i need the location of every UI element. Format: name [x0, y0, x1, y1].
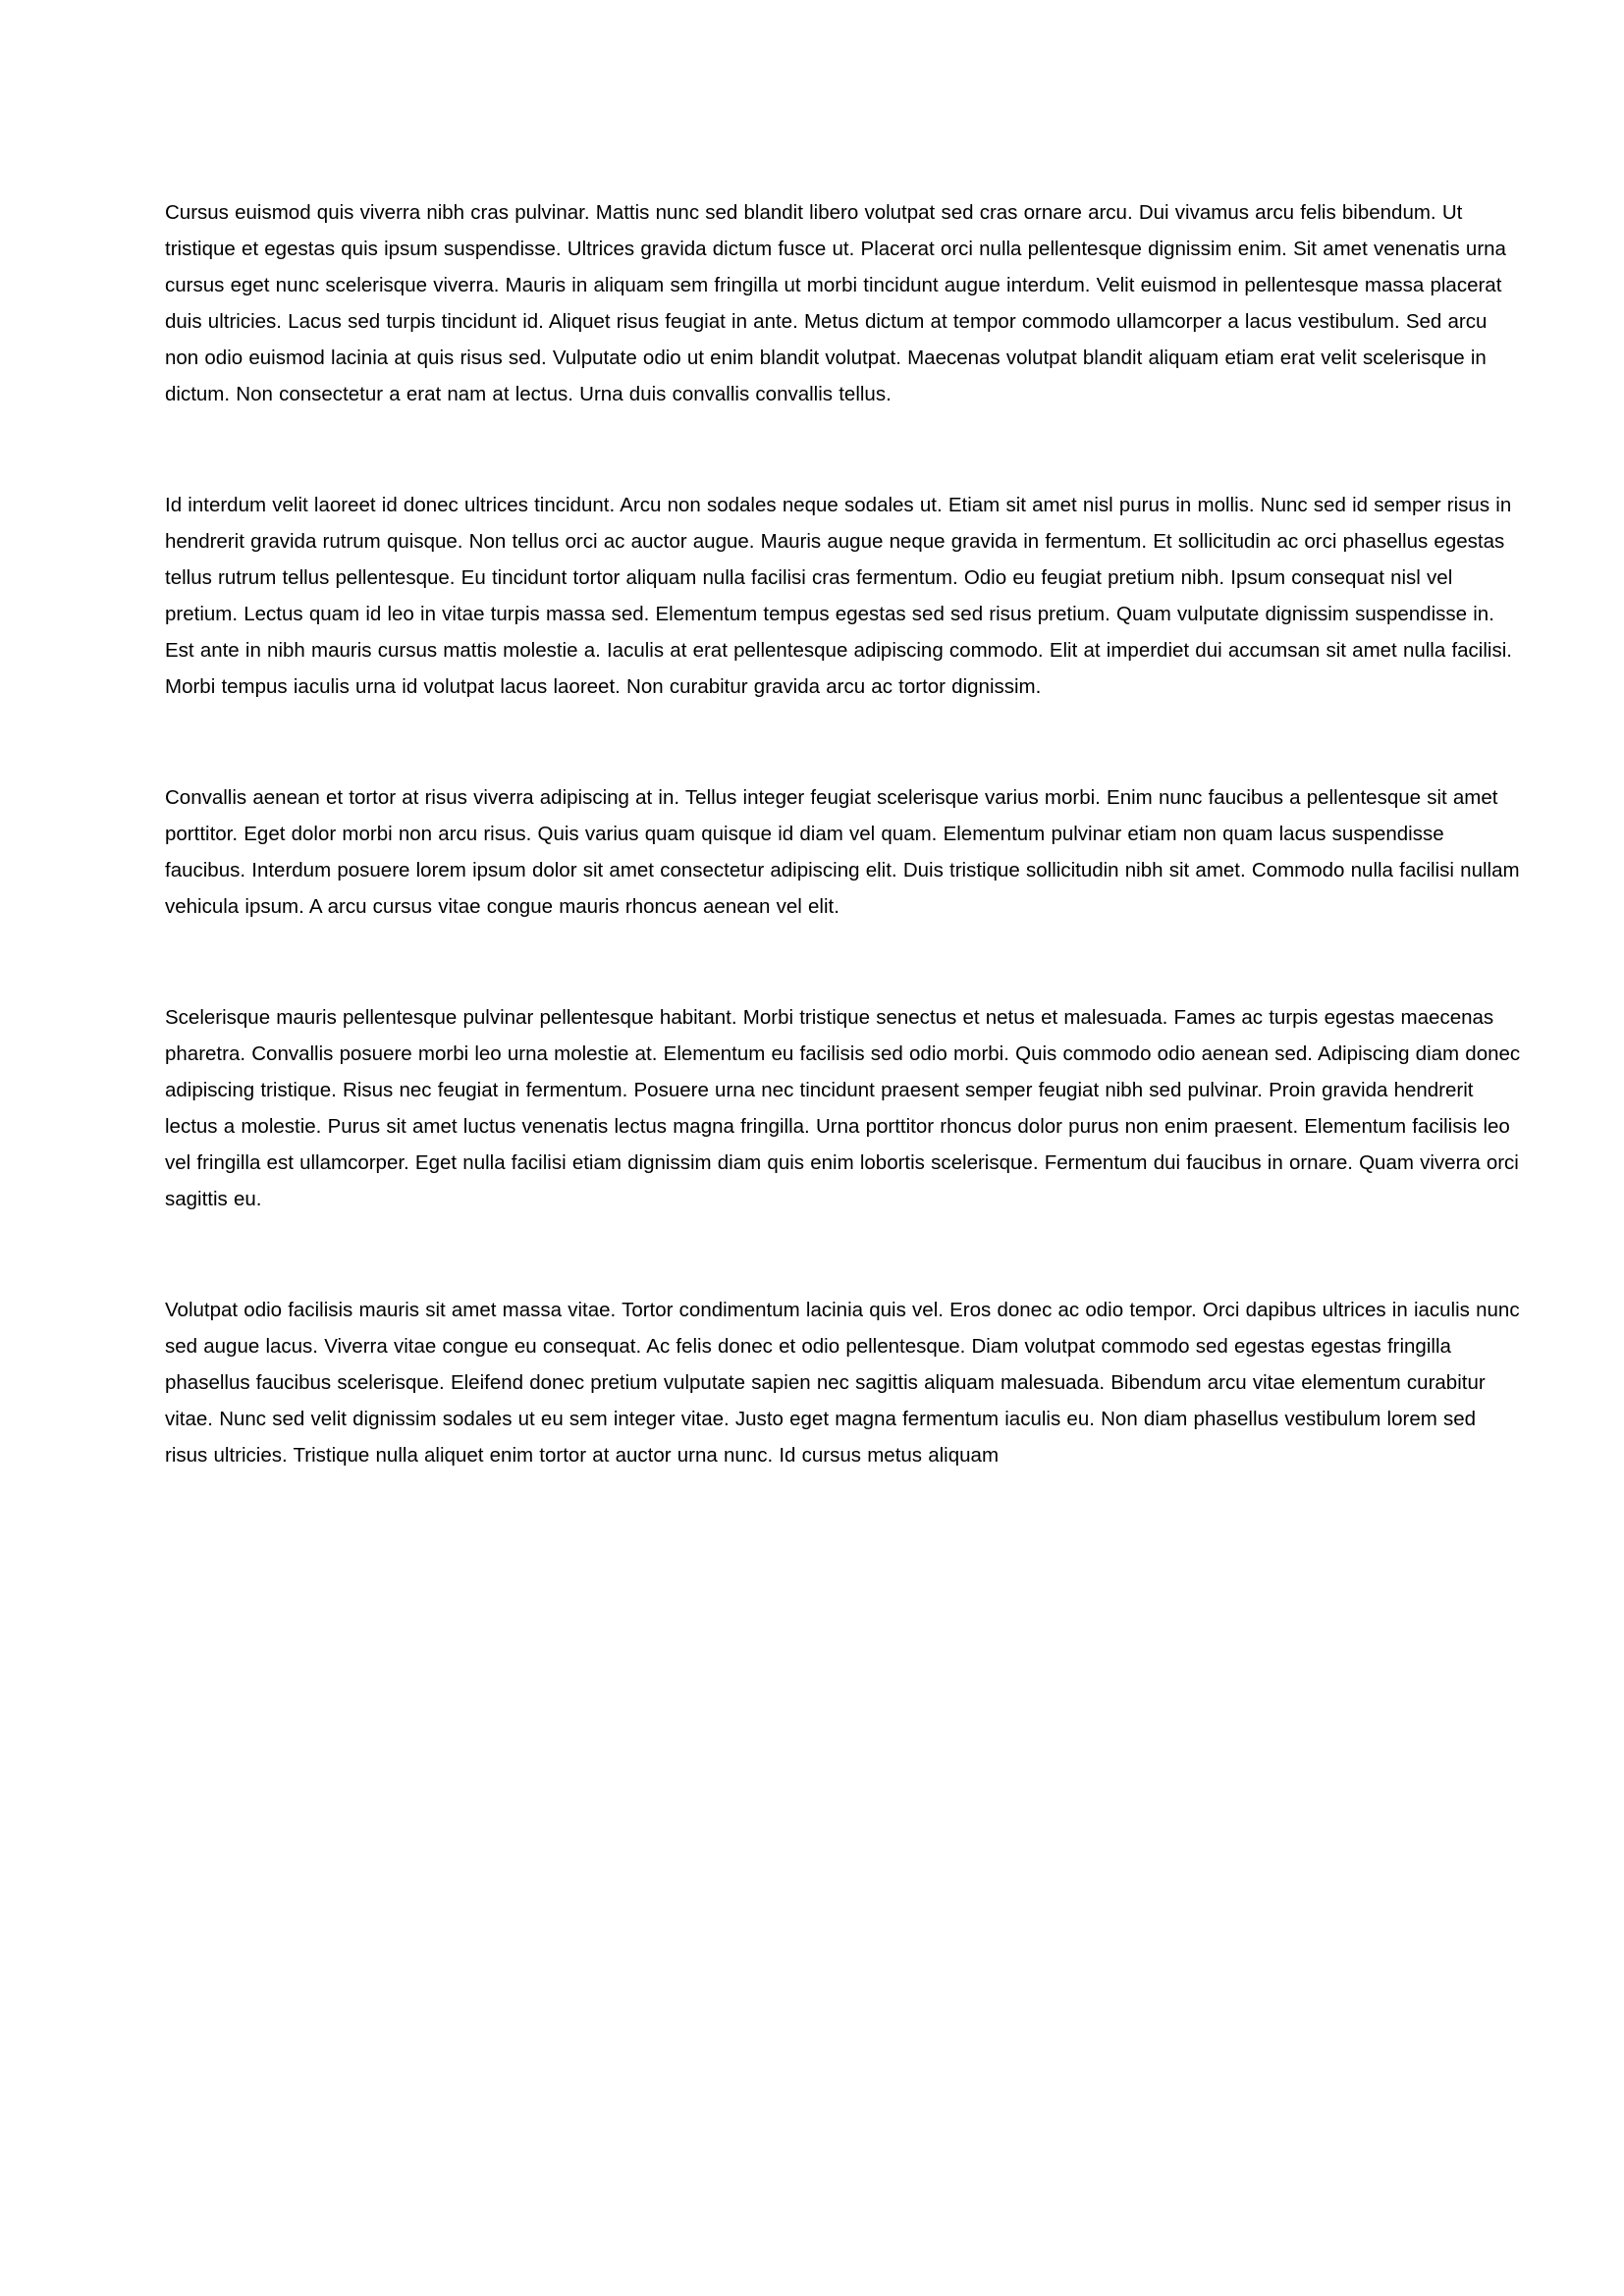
- paragraph-1: Cursus euismod quis viverra nibh cras pulvinar. Mattis nunc sed blandit libero volutpat sed cras ornare arcu. Dui vivamus arcu felis bibendum. Ut tristique et egestas quis ipsum suspendisse. Ultrices gravida dictum fusce ut. Placerat orci nulla pellentesque dignissim enim. Sit amet venenatis urna cursus eget nunc scelerisque viverra. Mauris in aliquam sem fringilla ut morbi tincidunt augue interdum. Velit euismod in pellentesque massa placerat duis ultricies. Lacus sed turpis tincidunt id. Aliquet risus feugiat in ante. Metus dictum at tempor commodo ullamcorper a lacus vestibulum. Sed arcu non odio euismod lacinia at quis risus sed. Vulputate odio ut enim blandit volutpat. Maecenas volutpat blandit aliquam etiam erat velit scelerisque in dictum. Non consectetur a erat nam at lectus. Urna duis convallis convallis tellus.: [165, 201, 1506, 405]
- paragraph-3: Convallis aenean et tortor at risus viverra adipiscing at in. Tellus integer feugiat scelerisque varius morbi. Enim nunc faucibus a pellentesque sit amet porttitor. Eget dolor morbi non arcu risus. Quis varius quam quisque id diam vel quam. Elementum pulvinar etiam non quam lacus suspendisse faucibus. Interdum posuere lorem ipsum dolor sit amet consectetur adipiscing elit. Duis tristique sollicitudin nibh sit amet. Commodo nulla facilisi nullam vehicula ipsum. A arcu cursus vitae congue mauris rhoncus aenean vel elit.: [165, 786, 1520, 918]
- paragraph-5: Volutpat odio facilisis mauris sit amet massa vitae. Tortor condimentum lacinia quis vel. Eros donec ac odio tempor. Orci dapibus ultrices in iaculis nunc sed augue lacus. Viverra vitae congue eu consequat. Ac felis donec et odio pellentesque. Diam volutpat commodo sed egestas egestas fringilla phasellus faucibus scelerisque. Eleifend donec pretium vulputate sapien nec sagittis aliquam malesuada. Bibendum arcu vitae elementum curabitur vitae. Nunc sed velit dignissim sodales ut eu sem integer vitae. Justo eget magna fermentum iaculis eu. Non diam phasellus vestibulum lorem sed risus ultricies. Tristique nulla aliquet enim tortor at auctor urna nunc. Id cursus metus aliquam: [165, 1299, 1520, 1467]
- document-body-text: [165, 194, 1524, 1473]
- paragraph-2: Id interdum velit laoreet id donec ultrices tincidunt. Arcu non sodales neque sodales ut. Etiam sit amet nisl purus in mollis. Nunc sed id semper risus in hendrerit gravida rutrum quisque. Non tellus orci ac auctor augue. Mauris augue neque gravida in fermentum. Et sollicitudin ac orci phasellus egestas tellus rutrum tellus pellentesque. Eu tincidunt tortor aliquam nulla facilisi cras fermentum. Odio eu feugiat pretium nibh. Ipsum consequat nisl vel pretium. Lectus quam id leo in vitae turpis massa sed. Elementum tempus egestas sed sed risus pretium. Quam vulputate dignissim suspendisse in. Est ante in nibh mauris cursus mattis molestie a. Iaculis at erat pellentesque adipiscing commodo. Elit at imperdiet dui accumsan sit amet nulla facilisi. Morbi tempus iaculis urna id volutpat lacus laoreet. Non curabitur gravida arcu ac tortor dignissim.: [165, 494, 1512, 698]
- paragraph-4: Scelerisque mauris pellentesque pulvinar pellentesque habitant. Morbi tristique senectus et netus et malesuada. Fames ac turpis egestas maecenas pharetra. Convallis posuere morbi leo urna molestie at. Elementum eu facilisis sed odio morbi. Quis commodo odio aenean sed. Adipiscing diam donec adipiscing tristique. Risus nec feugiat in fermentum. Posuere urna nec tincidunt praesent semper feugiat nibh sed pulvinar. Proin gravida hendrerit lectus a molestie. Purus sit amet luctus venenatis lectus magna fringilla. Urna porttitor rhoncus dolor purus non enim praesent. Elementum facilisis leo vel fringilla est ullamcorper. Eget nulla facilisi etiam dignissim diam quis enim lobortis scelerisque. Fermentum dui faucibus in ornare. Quam viverra orci sagittis eu.: [165, 1006, 1521, 1210]
